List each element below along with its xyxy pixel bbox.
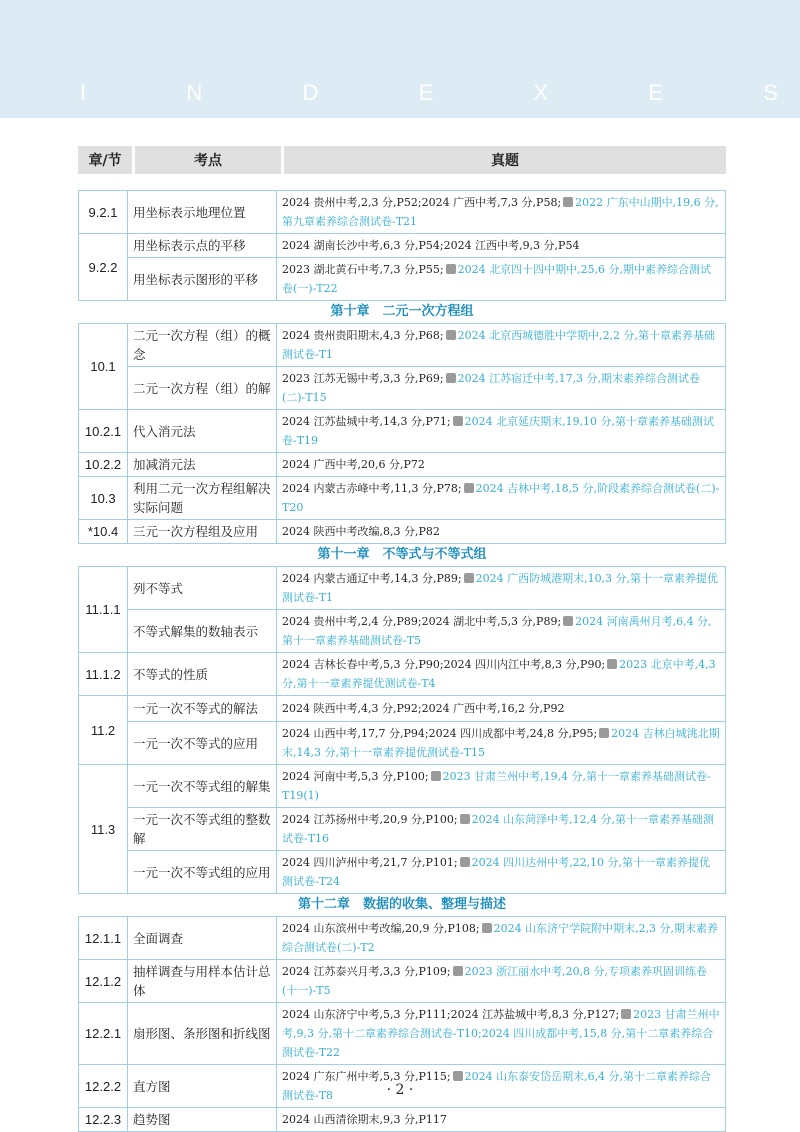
section-number: 12.2.2 — [79, 1065, 128, 1108]
chapter-title: 第十一章 不等式与不等式组 — [317, 547, 487, 562]
table-row — [79, 324, 726, 367]
exam-source: 2024 山东滨州中考改编,20,9 分,P108; — [282, 922, 480, 935]
exam-source: 2024 湖南长沙中考,6,3 分,P54;2024 江西中考,9,3 分,P54 — [282, 239, 580, 252]
test-paper-icon — [453, 416, 463, 426]
related-test-reference: 2024 四川达州中考,22,10 分,第十一章素养提优测试卷-T24 — [282, 856, 711, 888]
related-test-reference: 2023 甘肃兰州中考,19,4 分,第十一章素养基础测试卷-T19(1) — [282, 770, 711, 802]
section-number: 11.3 — [79, 765, 128, 894]
related-test-reference: 2024 山东济宁学院附中期末,2,3 分,期末素养综合测试卷(二)-T2 — [282, 922, 719, 954]
section-number: 10.1 — [79, 324, 128, 410]
header-section: 章/节 — [78, 146, 132, 174]
banner-letter: X — [533, 80, 551, 105]
related-test-reference: 2024 河南禹州月考,6,4 分,第十一章素养基础测试卷-T5 — [282, 615, 712, 647]
exam-questions — [277, 653, 726, 696]
banner-letter: D — [302, 80, 321, 105]
test-paper-icon — [453, 966, 463, 976]
chapter-title: 第十章 二元一次方程组 — [330, 304, 474, 319]
table-row — [79, 1108, 726, 1132]
chapter-table — [78, 190, 726, 301]
section-number: 10.2.2 — [79, 453, 128, 477]
key-point: 加减消元法 — [128, 453, 277, 477]
table-row — [79, 765, 726, 808]
exam-questions — [277, 367, 726, 410]
banner-letter: E — [648, 80, 666, 105]
exam-questions — [277, 1003, 726, 1065]
section-number: 10.2.1 — [79, 410, 128, 453]
banner-letter: N — [186, 80, 205, 105]
test-paper-icon — [460, 857, 470, 867]
key-point: 用坐标表示地理位置 — [128, 191, 277, 234]
related-test-reference: 2024 吉林白城洮北期末,14,3 分,第十一章素养提优测试卷-T15 — [282, 727, 720, 759]
exam-source: 2023 湖北黄石中考,7,3 分,P55; — [282, 263, 444, 276]
key-point: 一元一次不等式的解法 — [128, 696, 277, 722]
key-point: 代入消元法 — [128, 410, 277, 453]
related-test-reference: 2024 山东泰安岱岳期末,6,4 分,第十二章素养综合测试卷-T8 — [282, 1070, 712, 1102]
related-test-reference: 2024 江苏宿迁中考,17,3 分,期末素养综合测试卷(二)-T15 — [282, 372, 701, 404]
section-number: 9.2.1 — [79, 191, 128, 234]
test-paper-icon — [446, 264, 456, 274]
exam-questions — [277, 1108, 726, 1132]
exam-source: 2024 江苏扬州中考,20,9 分,P100; — [282, 813, 458, 826]
table-row — [79, 410, 726, 453]
exam-questions — [277, 917, 726, 960]
table-row — [79, 851, 726, 894]
related-test-reference: 2024 北京四十四中期中,25,6 分,期中素养综合测试卷(一)-T22 — [282, 263, 712, 295]
section-number: 12.2.1 — [79, 1003, 128, 1065]
section-number: 12.1.2 — [79, 960, 128, 1003]
exam-source: 2024 四川泸州中考,21,7 分,P101; — [282, 856, 458, 869]
table-header — [78, 146, 726, 174]
key-point: 二元一次方程（组）的概念 — [128, 324, 277, 367]
table-row — [79, 653, 726, 696]
key-point: 不等式解集的数轴表示 — [128, 610, 277, 653]
table-row — [79, 234, 726, 258]
banner-letter: I — [80, 80, 89, 105]
banner-letter: E — [418, 80, 436, 105]
section-number: 11.2 — [79, 696, 128, 765]
exam-questions — [277, 960, 726, 1003]
table-row — [79, 960, 726, 1003]
exam-questions — [277, 234, 726, 258]
exam-source: 2024 内蒙古通辽中考,14,3 分,P89; — [282, 572, 462, 585]
table-row — [79, 1003, 726, 1065]
chapter-table — [78, 323, 726, 544]
exam-source: 2024 贵州中考,2,4 分,P89;2024 湖北中考,5,3 分,P89; — [282, 615, 562, 628]
section-number: 12.1.1 — [79, 917, 128, 960]
related-test-reference: 2023 浙江丽水中考,20,8 分,专项素养巩固训练卷(十一)-T5 — [282, 965, 708, 997]
test-paper-icon — [453, 1071, 463, 1081]
related-test-reference: 2023 北京中考,4,3 分,第十一章素养提优测试卷-T4 — [282, 658, 716, 690]
exam-source: 2023 江苏无锡中考,3,3 分,P69; — [282, 372, 444, 385]
exam-questions — [277, 258, 726, 301]
exam-questions — [277, 808, 726, 851]
test-paper-icon — [607, 659, 617, 669]
test-paper-icon — [563, 197, 573, 207]
key-point: 不等式的性质 — [128, 653, 277, 696]
exam-source: 2024 山西中考,17,7 分,P94;2024 四川成都中考,24,8 分,P95; — [282, 727, 598, 740]
exam-questions — [277, 324, 726, 367]
exam-source: 2024 广东广州中考,5,3 分,P115; — [282, 1070, 451, 1083]
chapter-table — [78, 916, 726, 1132]
exam-questions — [277, 453, 726, 477]
exam-source: 2024 山东济宁中考,5,3 分,P111;2024 江苏盐城中考,8,3 分,P127; — [282, 1008, 620, 1021]
related-test-reference: 2024 吉林中考,18,5 分,阶段素养综合测试卷(二)-T20 — [282, 482, 720, 514]
table-row — [79, 453, 726, 477]
exam-source: 2024 河南中考,5,3 分,P100; — [282, 770, 429, 783]
exam-source: 2024 广西中考,20,6 分,P72 — [282, 458, 425, 471]
exam-source: 2024 江苏泰兴月考,3,3 分,P109; — [282, 965, 451, 978]
exam-questions — [277, 851, 726, 894]
chapter-title: 第十二章 数据的收集、整理与描述 — [297, 897, 506, 912]
key-point: 利用二元一次方程组解决实际问题 — [128, 477, 277, 520]
key-point: 一元一次不等式组的整数解 — [128, 808, 277, 851]
exam-source: 2024 陕西中考改编,8,3 分,P82 — [282, 525, 440, 538]
exam-source: 2024 贵州中考,2,3 分,P52;2024 广西中考,7,3 分,P58; — [282, 196, 562, 209]
exam-questions — [277, 722, 726, 765]
table-row — [79, 258, 726, 301]
test-paper-icon — [621, 1009, 631, 1019]
banner-word — [80, 80, 780, 106]
section-number: 11.1.1 — [79, 567, 128, 653]
related-test-reference: 2024 北京西城德胜中学期中,2,2 分,第十章素养基础测试卷-T1 — [282, 329, 716, 361]
header-point: 考点 — [135, 146, 281, 174]
key-point: 扇形图、条形图和折线图 — [128, 1003, 277, 1065]
table-row — [79, 477, 726, 520]
section-number: 11.1.2 — [79, 653, 128, 696]
exam-questions — [277, 610, 726, 653]
exam-source: 2024 吉林长春中考,5,3 分,P90;2024 四川内江中考,8,3 分,P90; — [282, 658, 606, 671]
related-test-reference: 2024 北京延庆期末,19,10 分,第十章素养基础测试卷-T19 — [282, 415, 715, 447]
key-point: 一元一次不等式组的应用 — [128, 851, 277, 894]
related-test-reference: 2024 广西防城港期末,10,3 分,第十一章素养提优测试卷-T1 — [282, 572, 719, 604]
exam-source: 2024 陕西中考,4,3 分,P92;2024 广西中考,16,2 分,P92 — [282, 702, 565, 715]
key-point: 抽样调查与用样本估计总体 — [128, 960, 277, 1003]
key-point: 二元一次方程（组）的解 — [128, 367, 277, 410]
key-point: 三元一次方程组及应用 — [128, 520, 277, 544]
key-point: 一元一次不等式的应用 — [128, 722, 277, 765]
table-row — [79, 808, 726, 851]
page-number: · 2 · — [386, 1082, 414, 1098]
related-test-reference: 2023 甘肃兰州中考,9,3 分,第十二章素养综合测试卷-T10;2024 四川成都中考,15,8 分,第十二章素养综合测试卷-T22 — [282, 1008, 720, 1059]
exam-source: 2024 山西清徐期末,9,3 分,P117 — [282, 1113, 447, 1126]
header-questions: 真题 — [284, 146, 726, 174]
key-point: 列不等式 — [128, 567, 277, 610]
key-point: 趋势图 — [128, 1108, 277, 1132]
test-paper-icon — [563, 616, 573, 626]
related-test-reference: 2024 山东菏泽中考,12,4 分,第十一章素养基础测试卷-T16 — [282, 813, 715, 845]
table-row — [79, 722, 726, 765]
section-number: 12.2.3 — [79, 1108, 128, 1132]
key-point: 用坐标表示点的平移 — [128, 234, 277, 258]
table-row — [79, 367, 726, 410]
key-point: 全面调查 — [128, 917, 277, 960]
test-paper-icon — [460, 814, 470, 824]
related-test-reference: 2022 广东中山期中,19,6 分,第九章素养综合测试卷-T21 — [282, 196, 719, 228]
test-paper-icon — [446, 373, 456, 383]
key-point: 一元一次不等式组的解集 — [128, 765, 277, 808]
table-row — [79, 696, 726, 722]
exam-questions — [277, 567, 726, 610]
test-paper-icon — [482, 923, 492, 933]
exam-questions — [277, 477, 726, 520]
banner-letter: S — [763, 80, 780, 105]
index-table — [78, 190, 726, 1132]
section-number: *10.4 — [79, 520, 128, 544]
header-banner — [0, 0, 800, 118]
exam-source: 2024 贵州贵阳期末,4,3 分,P68; — [282, 329, 444, 342]
section-number: 9.2.2 — [79, 234, 128, 301]
exam-source: 2024 内蒙古赤峰中考,11,3 分,P78; — [282, 482, 462, 495]
key-point: 直方图 — [128, 1065, 277, 1108]
table-row — [79, 917, 726, 960]
table-row — [79, 520, 726, 544]
table-row — [79, 191, 726, 234]
exam-questions — [277, 696, 726, 722]
table-row — [79, 610, 726, 653]
test-paper-icon — [464, 573, 474, 583]
exam-questions — [277, 765, 726, 808]
key-point: 用坐标表示图形的平移 — [128, 258, 277, 301]
exam-questions — [277, 191, 726, 234]
test-paper-icon — [446, 330, 456, 340]
chapter-table — [78, 566, 726, 894]
exam-source: 2024 江苏盐城中考,14,3 分,P71; — [282, 415, 451, 428]
section-number: 10.3 — [79, 477, 128, 520]
test-paper-icon — [431, 771, 441, 781]
table-row — [79, 567, 726, 610]
test-paper-icon — [464, 483, 474, 493]
test-paper-icon — [599, 728, 609, 738]
exam-questions — [277, 520, 726, 544]
exam-questions — [277, 410, 726, 453]
